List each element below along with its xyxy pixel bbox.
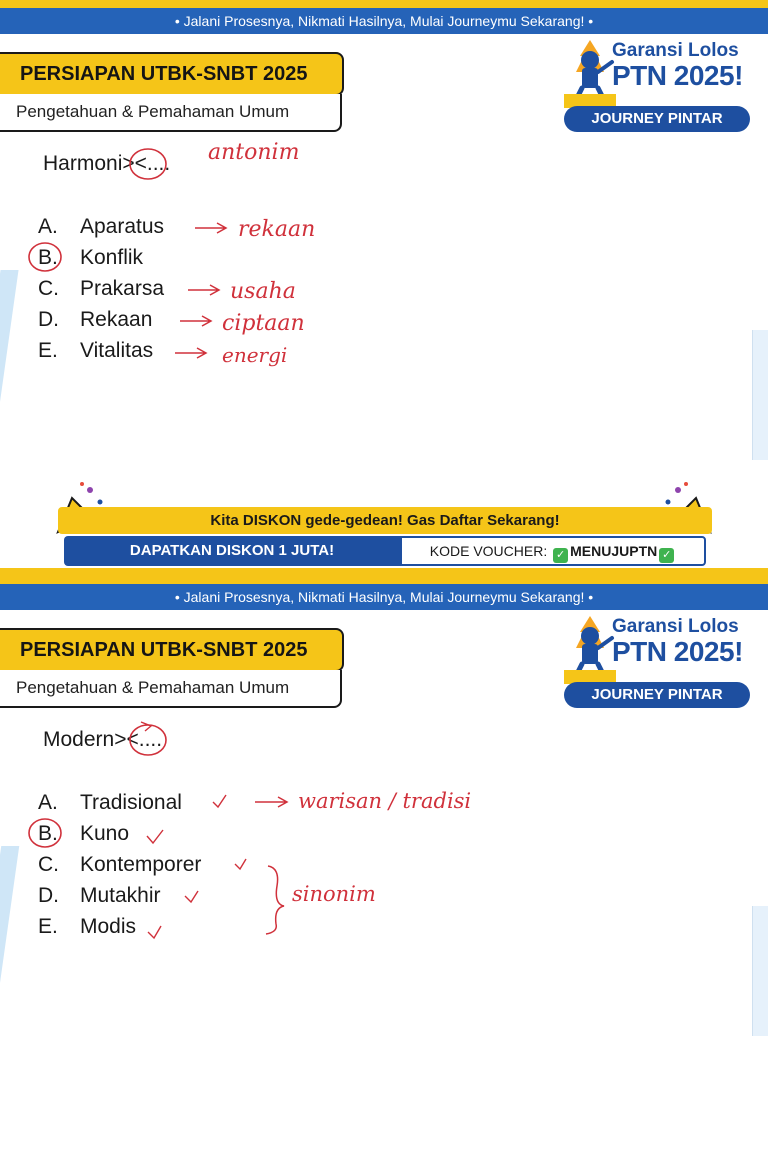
question-text [43,728,162,752]
check-icon: ✓ [553,548,568,563]
option-a[interactable] [38,787,201,818]
check-icon: ✓ [659,548,674,563]
arrow-icon [180,316,211,326]
decor-right [752,906,768,1036]
logo-badge: JOURNEY PINTAR [564,106,750,132]
note-sinonim: sinonim [292,882,376,906]
option-letter: B. [38,822,58,845]
note-ciptaan: ciptaan [222,311,305,336]
decor-left [0,270,19,420]
options-list [38,787,201,942]
logo-badge: JOURNEY PINTAR [564,682,750,708]
question-word: Harmoni [43,152,123,175]
check-mark-icon [235,859,246,869]
course-title: PERSIAPAN UTBK-SNBT 2025 [0,628,344,672]
discount-button[interactable]: DAPATKAN DISKON 1 JUTA! [64,536,400,566]
course-subtitle: Pengetahuan & Pemahaman Umum [0,94,342,132]
option-label: Rekaan [80,308,153,331]
mascot-icon [560,614,620,686]
journey-pintar-logo [560,610,754,710]
option-label: Aparatus [80,215,165,238]
logo-line2: PTN 2025! [612,636,743,667]
option-c[interactable] [38,273,164,304]
option-letter: D. [38,884,59,907]
option-label: Vitalitas [80,339,154,362]
option-b[interactable] [38,818,201,849]
mascot-icon [560,38,620,110]
option-letter: A. [38,791,58,814]
logo-line1: Garansi Lolos [612,616,739,637]
brace-mark [266,866,284,934]
option-c[interactable] [38,849,201,880]
top-strip [0,576,768,584]
question-word: Modern [43,728,115,751]
motto-bar: • Jalani Prosesnya, Nikmati Hasilnya, Mulai Journeymu Sekarang! • [0,584,768,610]
bottom-strip [0,568,768,576]
note-rekaan: rekaan [238,217,316,242]
note-antonim: antonim [208,140,300,165]
decor-right [752,330,768,460]
journey-pintar-logo [560,34,754,134]
option-e[interactable] [38,335,164,366]
option-letter: C. [38,277,59,300]
note-usaha: usaha [230,279,296,304]
question-ellipsis: .... [138,728,163,751]
promo-headline: Kita DISKON gede-gedean! Gas Daftar Sekarang! [58,507,712,534]
voucher-label: KODE VOUCHER: [429,543,548,559]
option-letter: D. [38,308,59,331]
voucher-code [400,536,706,566]
option-label: Mutakhir [80,884,161,907]
option-letter: B. [38,246,58,269]
antonym-symbol: >< [122,152,147,175]
option-letter: A. [38,215,58,238]
slide-2 [0,576,768,1152]
option-letter: C. [38,853,59,876]
option-label: Tradisional [80,791,182,814]
antonym-symbol: >< [114,728,139,751]
option-d[interactable] [38,304,164,335]
course-title: PERSIAPAN UTBK-SNBT 2025 [0,52,344,96]
option-label: Modis [80,915,137,938]
option-label: Kuno [80,822,130,845]
arrow-icon [175,348,206,358]
note-warisan: warisan / tradisi [298,789,472,813]
option-letter: E. [38,339,58,362]
option-e[interactable] [38,911,201,942]
option-a[interactable] [38,211,164,242]
logo-line1: Garansi Lolos [612,40,739,61]
course-subtitle: Pengetahuan & Pemahaman Umum [0,670,342,708]
top-strip [0,0,768,8]
option-label: Prakarsa [80,277,165,300]
options-list [38,211,164,366]
promo-banner [58,507,712,568]
logo-line2: PTN 2025! [612,60,743,91]
option-label: Kontemporer [80,853,202,876]
note-energi: energi [222,343,288,367]
voucher-value: MENUJUPTN [570,543,658,559]
option-label: Konflik [80,246,144,269]
option-letter: E. [38,915,58,938]
option-d[interactable] [38,880,201,911]
decor-left [0,846,19,1006]
check-mark-icon [213,795,226,807]
arrow-icon [255,797,287,807]
arrow-icon [188,285,219,295]
question-text [43,152,170,176]
option-b[interactable] [38,242,164,273]
arrow-icon [195,223,226,233]
motto-bar: • Jalani Prosesnya, Nikmati Hasilnya, Mulai Journeymu Sekarang! • [0,8,768,34]
question-ellipsis: .... [146,152,171,175]
